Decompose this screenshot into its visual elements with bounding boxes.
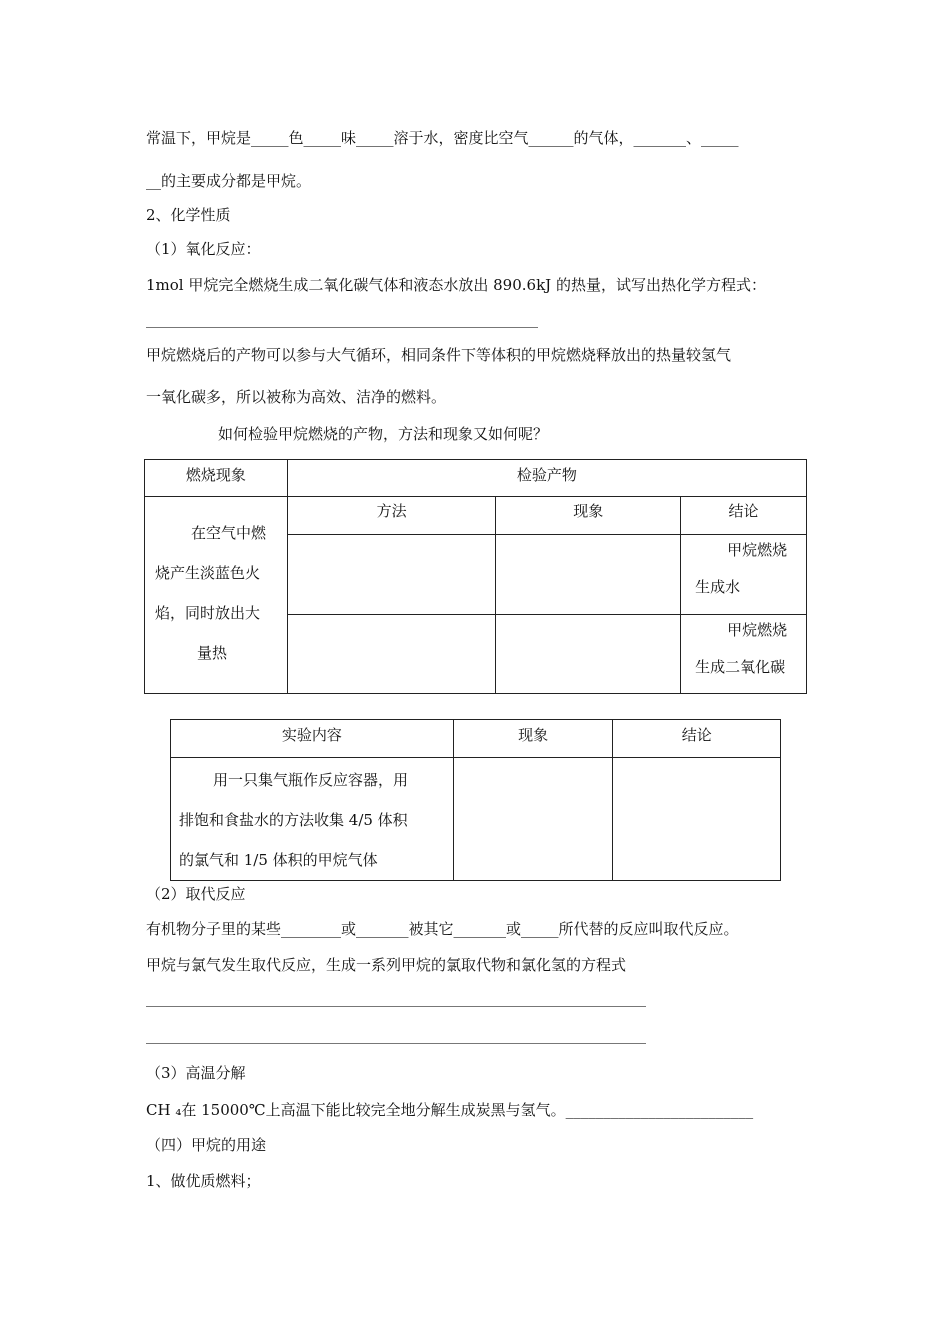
- header-content: 实验内容: [171, 720, 454, 758]
- phenomenon-line: 烧产生淡蓝色火: [155, 564, 261, 583]
- conclusion-line: 甲烷燃烧: [727, 620, 788, 639]
- heading-uses: （四）甲烷的用途: [146, 1136, 267, 1154]
- answer-line: [146, 327, 538, 328]
- phenomenon-line: 量热: [197, 644, 228, 663]
- observe-cell[interactable]: [453, 758, 613, 881]
- phenomenon-line: 在空气中燃: [191, 524, 267, 543]
- header-conclusion: 结论: [681, 497, 807, 535]
- content-line: 排饱和食盐水的方法收集 4/5 体积: [179, 811, 408, 829]
- method-cell[interactable]: [287, 614, 496, 693]
- header-observe: 现象: [453, 720, 613, 758]
- conclusion-line: 生成二氧化碳: [695, 657, 786, 676]
- paragraph-decomposition: CH ₄在 15000℃上高温下能比较完全地分解生成炭黑与氢气。_________________________: [146, 1101, 754, 1119]
- content-line: 的氯气和 1/5 体积的甲烷气体: [179, 851, 378, 869]
- paragraph-chlorination: 甲烷与氯气发生取代反应，生成一系列甲烷的氯取代物和氯化氢的方程式: [146, 956, 627, 974]
- conclusion-cell: [681, 614, 807, 693]
- header-phenomenon: 燃烧现象: [145, 460, 288, 497]
- conclusion-cell[interactable]: [613, 758, 781, 881]
- observe-cell[interactable]: [496, 614, 681, 693]
- conclusion-cell: [681, 535, 807, 614]
- observe-cell[interactable]: [496, 535, 681, 614]
- answer-line: [146, 1006, 646, 1007]
- answer-line: [146, 1043, 646, 1044]
- header-method: 方法: [287, 497, 496, 535]
- conclusion-line: 甲烷燃烧: [727, 541, 788, 560]
- header-product: 检验产物: [287, 460, 806, 497]
- header-observe: 现象: [496, 497, 681, 535]
- use-item-fuel: 1、做优质燃料；: [146, 1172, 261, 1190]
- content-line: 用一只集气瓶作反应容器，用: [213, 771, 409, 789]
- paragraph-combustion: 1mol 甲烷完全燃烧生成二氧化碳气体和液态水放出 890.6kJ 的热量，试写出热化学方程式：: [146, 276, 766, 294]
- content-cell: [171, 758, 454, 881]
- heading-substitution: （2）取代反应: [146, 885, 246, 903]
- paragraph-fuel: 甲烷燃烧后的产物可以参与大气循环，相同条件下等体积的甲烷燃烧释放出的热量较氢气: [146, 346, 732, 364]
- paragraph-properties: 常温下，甲烷是_____色_____味_____溶于水，密度比空气______的气体，_______、_____: [146, 129, 739, 147]
- paragraph-fuel-cont: 一氧化碳多，所以被称为高效、洁净的燃料。: [146, 388, 447, 406]
- conclusion-line: 生成水: [695, 578, 741, 597]
- question-detect: 如何检验甲烷燃烧的产物，方法和现象又如何呢？: [218, 425, 549, 443]
- heading-chemical-properties: 2、化学性质: [146, 206, 231, 224]
- paragraph-substitution: 有机物分子里的某些________或_______被其它_______或_____所代替的反应叫取代反应。: [146, 920, 739, 938]
- header-conclusion: 结论: [613, 720, 781, 758]
- method-cell[interactable]: [287, 535, 496, 614]
- paragraph-properties-cont: __的主要成分都是甲烷。: [146, 172, 312, 190]
- experiment-table: [170, 719, 781, 881]
- combustion-table: [144, 459, 807, 694]
- phenomenon-cell: [145, 497, 288, 694]
- heading-decomposition: （3）高温分解: [146, 1064, 246, 1082]
- heading-oxidation: （1）氧化反应：: [146, 240, 261, 258]
- phenomenon-line: 焰，同时放出大: [155, 604, 261, 623]
